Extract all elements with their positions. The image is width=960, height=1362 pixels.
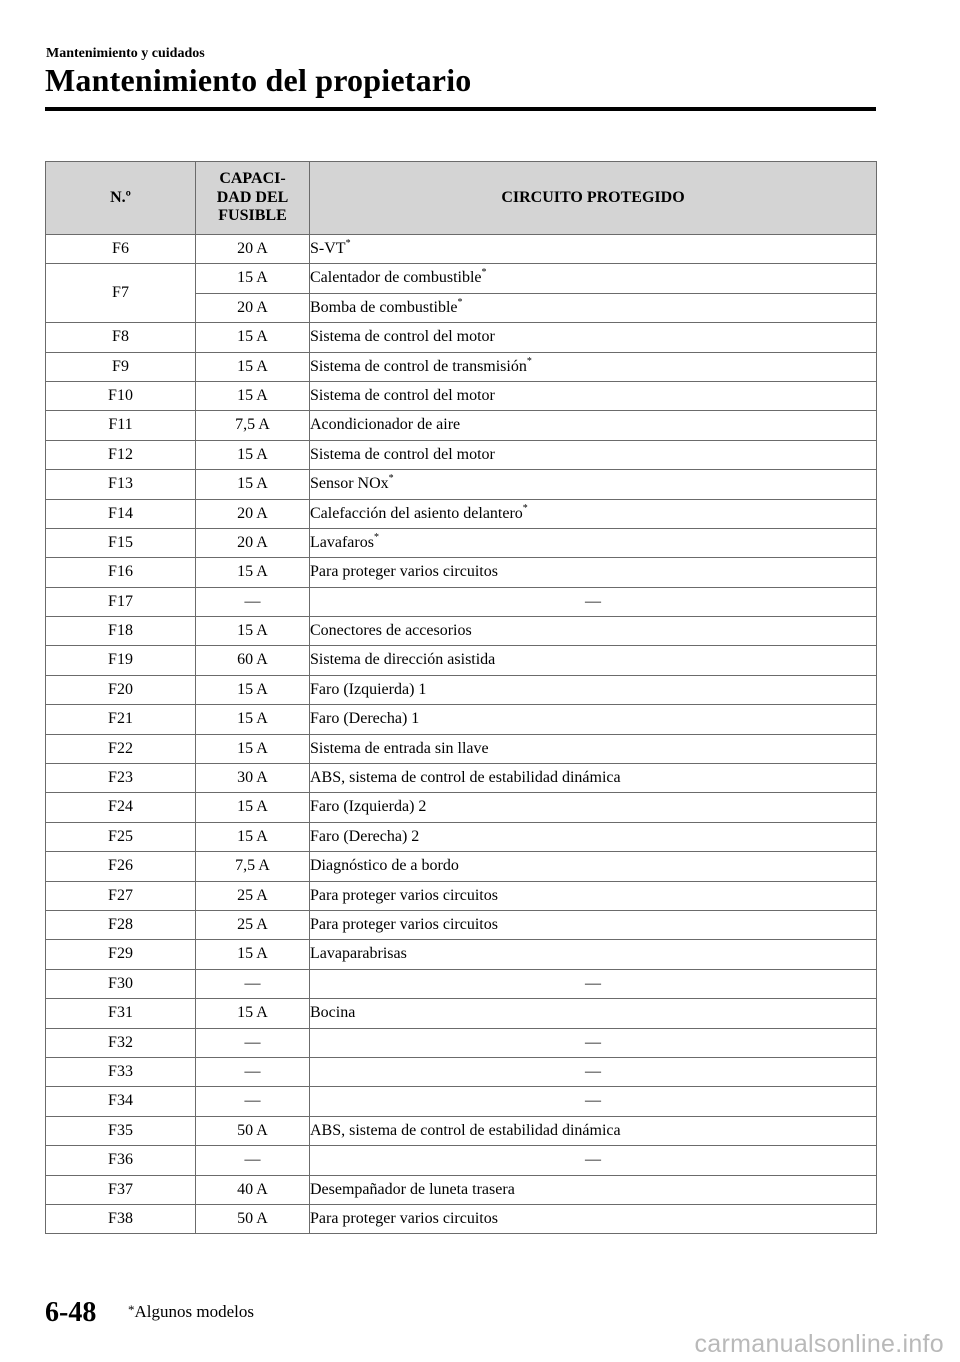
circuit-text: ABS, sistema de control de estabilidad dinámica — [310, 1121, 621, 1139]
col-header-capacity-line: CAPACI- — [219, 170, 286, 188]
circuit-text: S-VT — [310, 240, 346, 257]
fuse-capacity-cell: 15 A — [196, 617, 310, 646]
circuit-text: Lavaparabrisas — [310, 945, 407, 963]
circuit-cell — [310, 617, 877, 646]
table-row — [46, 528, 877, 557]
table-row — [46, 793, 877, 822]
table-row — [46, 440, 877, 469]
fuse-number-cell: F27 — [46, 881, 196, 910]
circuit-text: Calentador de combustible — [310, 269, 482, 287]
table-row — [46, 1087, 877, 1116]
fuse-number-cell: F17 — [46, 587, 196, 616]
fuse-capacity-cell: 15 A — [196, 381, 310, 410]
circuit-cell — [310, 734, 877, 763]
fuse-capacity-cell: 15 A — [196, 323, 310, 352]
fuse-capacity-cell: — — [196, 587, 310, 616]
table-row — [46, 940, 877, 969]
fuse-number-cell: F35 — [46, 1116, 196, 1145]
fuse-capacity-cell: 15 A — [196, 999, 310, 1028]
fuse-number-cell: F6 — [46, 235, 196, 264]
fuse-number-cell: F16 — [46, 558, 196, 587]
circuit-text: Sistema de control de transmisión — [310, 357, 527, 375]
fuse-number-cell: F37 — [46, 1175, 196, 1204]
circuit-cell — [310, 646, 877, 675]
table-row — [46, 617, 877, 646]
fuse-number-cell: F10 — [46, 381, 196, 410]
circuit-cell — [310, 675, 877, 704]
table-row — [46, 881, 877, 910]
some-models-asterisk: * — [388, 473, 394, 485]
circuit-cell — [310, 1175, 877, 1204]
page-number: 6-48 — [45, 1297, 97, 1328]
footnote-text: Algunos modelos — [134, 1302, 254, 1321]
table-row — [46, 1057, 877, 1086]
circuit-text: Sistema de control del motor — [310, 328, 495, 346]
fuse-number-cell: F21 — [46, 705, 196, 734]
circuit-cell — [310, 1087, 877, 1116]
fuse-number-cell: F12 — [46, 440, 196, 469]
fuse-capacity-cell: 15 A — [196, 675, 310, 704]
footnote-star: * — [128, 1302, 135, 1317]
some-models-asterisk: * — [522, 502, 528, 514]
fuse-capacity-cell: 15 A — [196, 470, 310, 499]
table-row — [46, 1116, 877, 1145]
fuse-number-cell: F23 — [46, 764, 196, 793]
circuit-cell — [310, 881, 877, 910]
circuit-text: Para proteger varios circuitos — [310, 886, 498, 904]
table-row — [46, 264, 877, 293]
circuit-cell — [310, 940, 877, 969]
circuit-cell — [310, 999, 877, 1028]
table-row — [46, 646, 877, 675]
circuit-text: Faro (Derecha) 1 — [310, 710, 420, 728]
table-row — [46, 705, 877, 734]
fuse-number-cell: F33 — [46, 1057, 196, 1086]
circuit-text: Lavafaros — [310, 533, 374, 551]
fuse-table-body — [46, 235, 877, 1234]
fuse-number-cell: F30 — [46, 969, 196, 998]
circuit-text: Acondicionador de aire — [310, 416, 461, 434]
circuit-text: Para proteger varios circuitos — [310, 563, 498, 581]
fuse-number-cell: F29 — [46, 940, 196, 969]
some-models-asterisk: * — [373, 531, 379, 543]
fuse-capacity-cell: 15 A — [196, 440, 310, 469]
circuit-cell — [310, 411, 877, 440]
fuse-number-cell: F11 — [46, 411, 196, 440]
circuit-text: — — [585, 974, 601, 992]
fuse-number-cell: F32 — [46, 1028, 196, 1057]
circuit-text: Calefacción del asiento delantero — [310, 504, 523, 522]
circuit-cell — [310, 470, 877, 499]
fuse-number-cell: F20 — [46, 675, 196, 704]
fuse-capacity-cell: 15 A — [196, 940, 310, 969]
fuse-capacity-cell: 40 A — [196, 1175, 310, 1204]
circuit-text: Bocina — [310, 1004, 356, 1022]
col-header-capacity — [196, 162, 310, 235]
circuit-cell — [310, 1028, 877, 1057]
col-header-capacity-line: FUSIBLE — [218, 207, 287, 225]
circuit-cell — [310, 528, 877, 557]
fuse-capacity-cell: 60 A — [196, 646, 310, 675]
some-models-asterisk: * — [526, 355, 532, 367]
table-row — [46, 499, 877, 528]
fuse-capacity-cell: 15 A — [196, 793, 310, 822]
circuit-cell — [310, 764, 877, 793]
fuse-number-cell: F13 — [46, 470, 196, 499]
some-models-asterisk: * — [481, 267, 487, 279]
circuit-text: Diagnóstico de a bordo — [310, 857, 459, 875]
fuse-number-cell: F8 — [46, 323, 196, 352]
table-header-row — [46, 162, 877, 235]
circuit-cell — [310, 352, 877, 381]
title-rule — [45, 107, 876, 111]
fuse-capacity-cell: — — [196, 1057, 310, 1086]
table-row — [46, 999, 877, 1028]
table-row — [46, 381, 877, 410]
fuse-number-cell: F22 — [46, 734, 196, 763]
circuit-text: Sistema de control del motor — [310, 386, 495, 404]
fuse-capacity-cell: 15 A — [196, 558, 310, 587]
circuit-cell — [310, 558, 877, 587]
circuit-cell — [310, 264, 877, 293]
circuit-text: — — [585, 1151, 601, 1169]
some-models-asterisk: * — [457, 296, 463, 308]
table-row — [46, 323, 877, 352]
table-row — [46, 470, 877, 499]
table-row — [46, 1175, 877, 1204]
table-row — [46, 910, 877, 939]
circuit-text: Para proteger varios circuitos — [310, 1209, 498, 1227]
circuit-text: Desempañador de luneta trasera — [310, 1180, 515, 1198]
fuse-capacity-cell: 50 A — [196, 1204, 310, 1233]
col-header-number: N.º — [46, 162, 196, 235]
table-row — [46, 558, 877, 587]
circuit-cell — [310, 235, 877, 264]
table-row — [46, 352, 877, 381]
circuit-cell — [310, 1204, 877, 1233]
circuit-cell — [310, 323, 877, 352]
fuse-number-cell: F9 — [46, 352, 196, 381]
fuse-capacity-cell: 20 A — [196, 528, 310, 557]
fuse-number-cell: F19 — [46, 646, 196, 675]
fuse-number-cell: F14 — [46, 499, 196, 528]
fuse-number-cell: F28 — [46, 910, 196, 939]
table-row — [46, 822, 877, 851]
circuit-text: Sistema de control del motor — [310, 445, 495, 463]
circuit-text: — — [585, 1062, 601, 1080]
fuse-capacity-cell: — — [196, 1146, 310, 1175]
table-row — [46, 734, 877, 763]
fuse-number-cell: F34 — [46, 1087, 196, 1116]
fuse-capacity-cell: 7,5 A — [196, 852, 310, 881]
circuit-text: Sistema de dirección asistida — [310, 651, 496, 669]
circuit-cell — [310, 499, 877, 528]
table-row — [46, 1146, 877, 1175]
fuse-capacity-cell: 50 A — [196, 1116, 310, 1145]
circuit-cell — [310, 822, 877, 851]
circuit-cell — [310, 852, 877, 881]
circuit-text: — — [585, 1033, 601, 1051]
col-header-capacity-line: DAD DEL — [216, 188, 289, 206]
fuse-number-cell: F38 — [46, 1204, 196, 1233]
fuse-number-cell: F7 — [46, 264, 196, 323]
circuit-cell — [310, 381, 877, 410]
footnote — [128, 1302, 254, 1322]
fuse-number-cell: F15 — [46, 528, 196, 557]
table-row — [46, 411, 877, 440]
fuse-capacity-cell: — — [196, 1087, 310, 1116]
fuse-capacity-cell: 20 A — [196, 499, 310, 528]
circuit-cell — [310, 587, 877, 616]
circuit-text: Faro (Derecha) 2 — [310, 827, 420, 845]
table-row — [46, 235, 877, 264]
fuse-capacity-cell: 15 A — [196, 264, 310, 293]
fuse-capacity-cell: 15 A — [196, 352, 310, 381]
table-row — [46, 969, 877, 998]
fuse-capacity-cell: 25 A — [196, 910, 310, 939]
section-label: Mantenimiento y cuidados — [46, 46, 205, 61]
circuit-text: ABS, sistema de control de estabilidad dinámica — [310, 769, 621, 787]
fuse-capacity-cell: 15 A — [196, 705, 310, 734]
fuse-number-cell: F25 — [46, 822, 196, 851]
circuit-cell — [310, 910, 877, 939]
fuse-number-cell: F18 — [46, 617, 196, 646]
fuse-capacity-cell: 20 A — [196, 235, 310, 264]
circuit-cell — [310, 1057, 877, 1086]
fuse-capacity-cell: 7,5 A — [196, 411, 310, 440]
col-header-circuit: CIRCUITO PROTEGIDO — [310, 162, 877, 235]
fuse-capacity-cell: 25 A — [196, 881, 310, 910]
table-row — [46, 852, 877, 881]
circuit-cell — [310, 705, 877, 734]
fuse-capacity-cell: 15 A — [196, 822, 310, 851]
circuit-text: Para proteger varios circuitos — [310, 915, 498, 933]
circuit-text: Sistema de entrada sin llave — [310, 739, 489, 757]
fuse-number-cell: F31 — [46, 999, 196, 1028]
table-row — [46, 1204, 877, 1233]
fuse-capacity-cell: — — [196, 969, 310, 998]
page-title: Mantenimiento del propietario — [45, 62, 472, 98]
circuit-cell — [310, 440, 877, 469]
circuit-text: Conectores de accesorios — [310, 622, 472, 640]
table-row — [46, 1028, 877, 1057]
circuit-cell — [310, 969, 877, 998]
fuse-capacity-cell: 15 A — [196, 734, 310, 763]
circuit-text: — — [585, 1092, 601, 1110]
circuit-text: Sensor NOx — [310, 475, 389, 493]
fuse-number-cell: F36 — [46, 1146, 196, 1175]
table-row — [46, 675, 877, 704]
circuit-text: Bomba de combustible — [310, 298, 458, 316]
some-models-asterisk: * — [345, 238, 351, 249]
circuit-text: Faro (Izquierda) 2 — [310, 798, 427, 816]
fuse-number-cell: F26 — [46, 852, 196, 881]
circuit-cell — [310, 793, 877, 822]
fuse-number-cell: F24 — [46, 793, 196, 822]
circuit-text: Faro (Izquierda) 1 — [310, 680, 427, 698]
fuse-capacity-cell: 30 A — [196, 764, 310, 793]
table-row — [46, 587, 877, 616]
fuse-capacity-cell: 20 A — [196, 293, 310, 322]
table-row — [46, 764, 877, 793]
circuit-cell — [310, 1116, 877, 1145]
watermark: carmanualsonline.info — [694, 1330, 944, 1358]
circuit-text: — — [585, 592, 601, 610]
circuit-cell — [310, 293, 877, 322]
fuse-table — [45, 161, 877, 1234]
circuit-cell — [310, 1146, 877, 1175]
fuse-capacity-cell: — — [196, 1028, 310, 1057]
